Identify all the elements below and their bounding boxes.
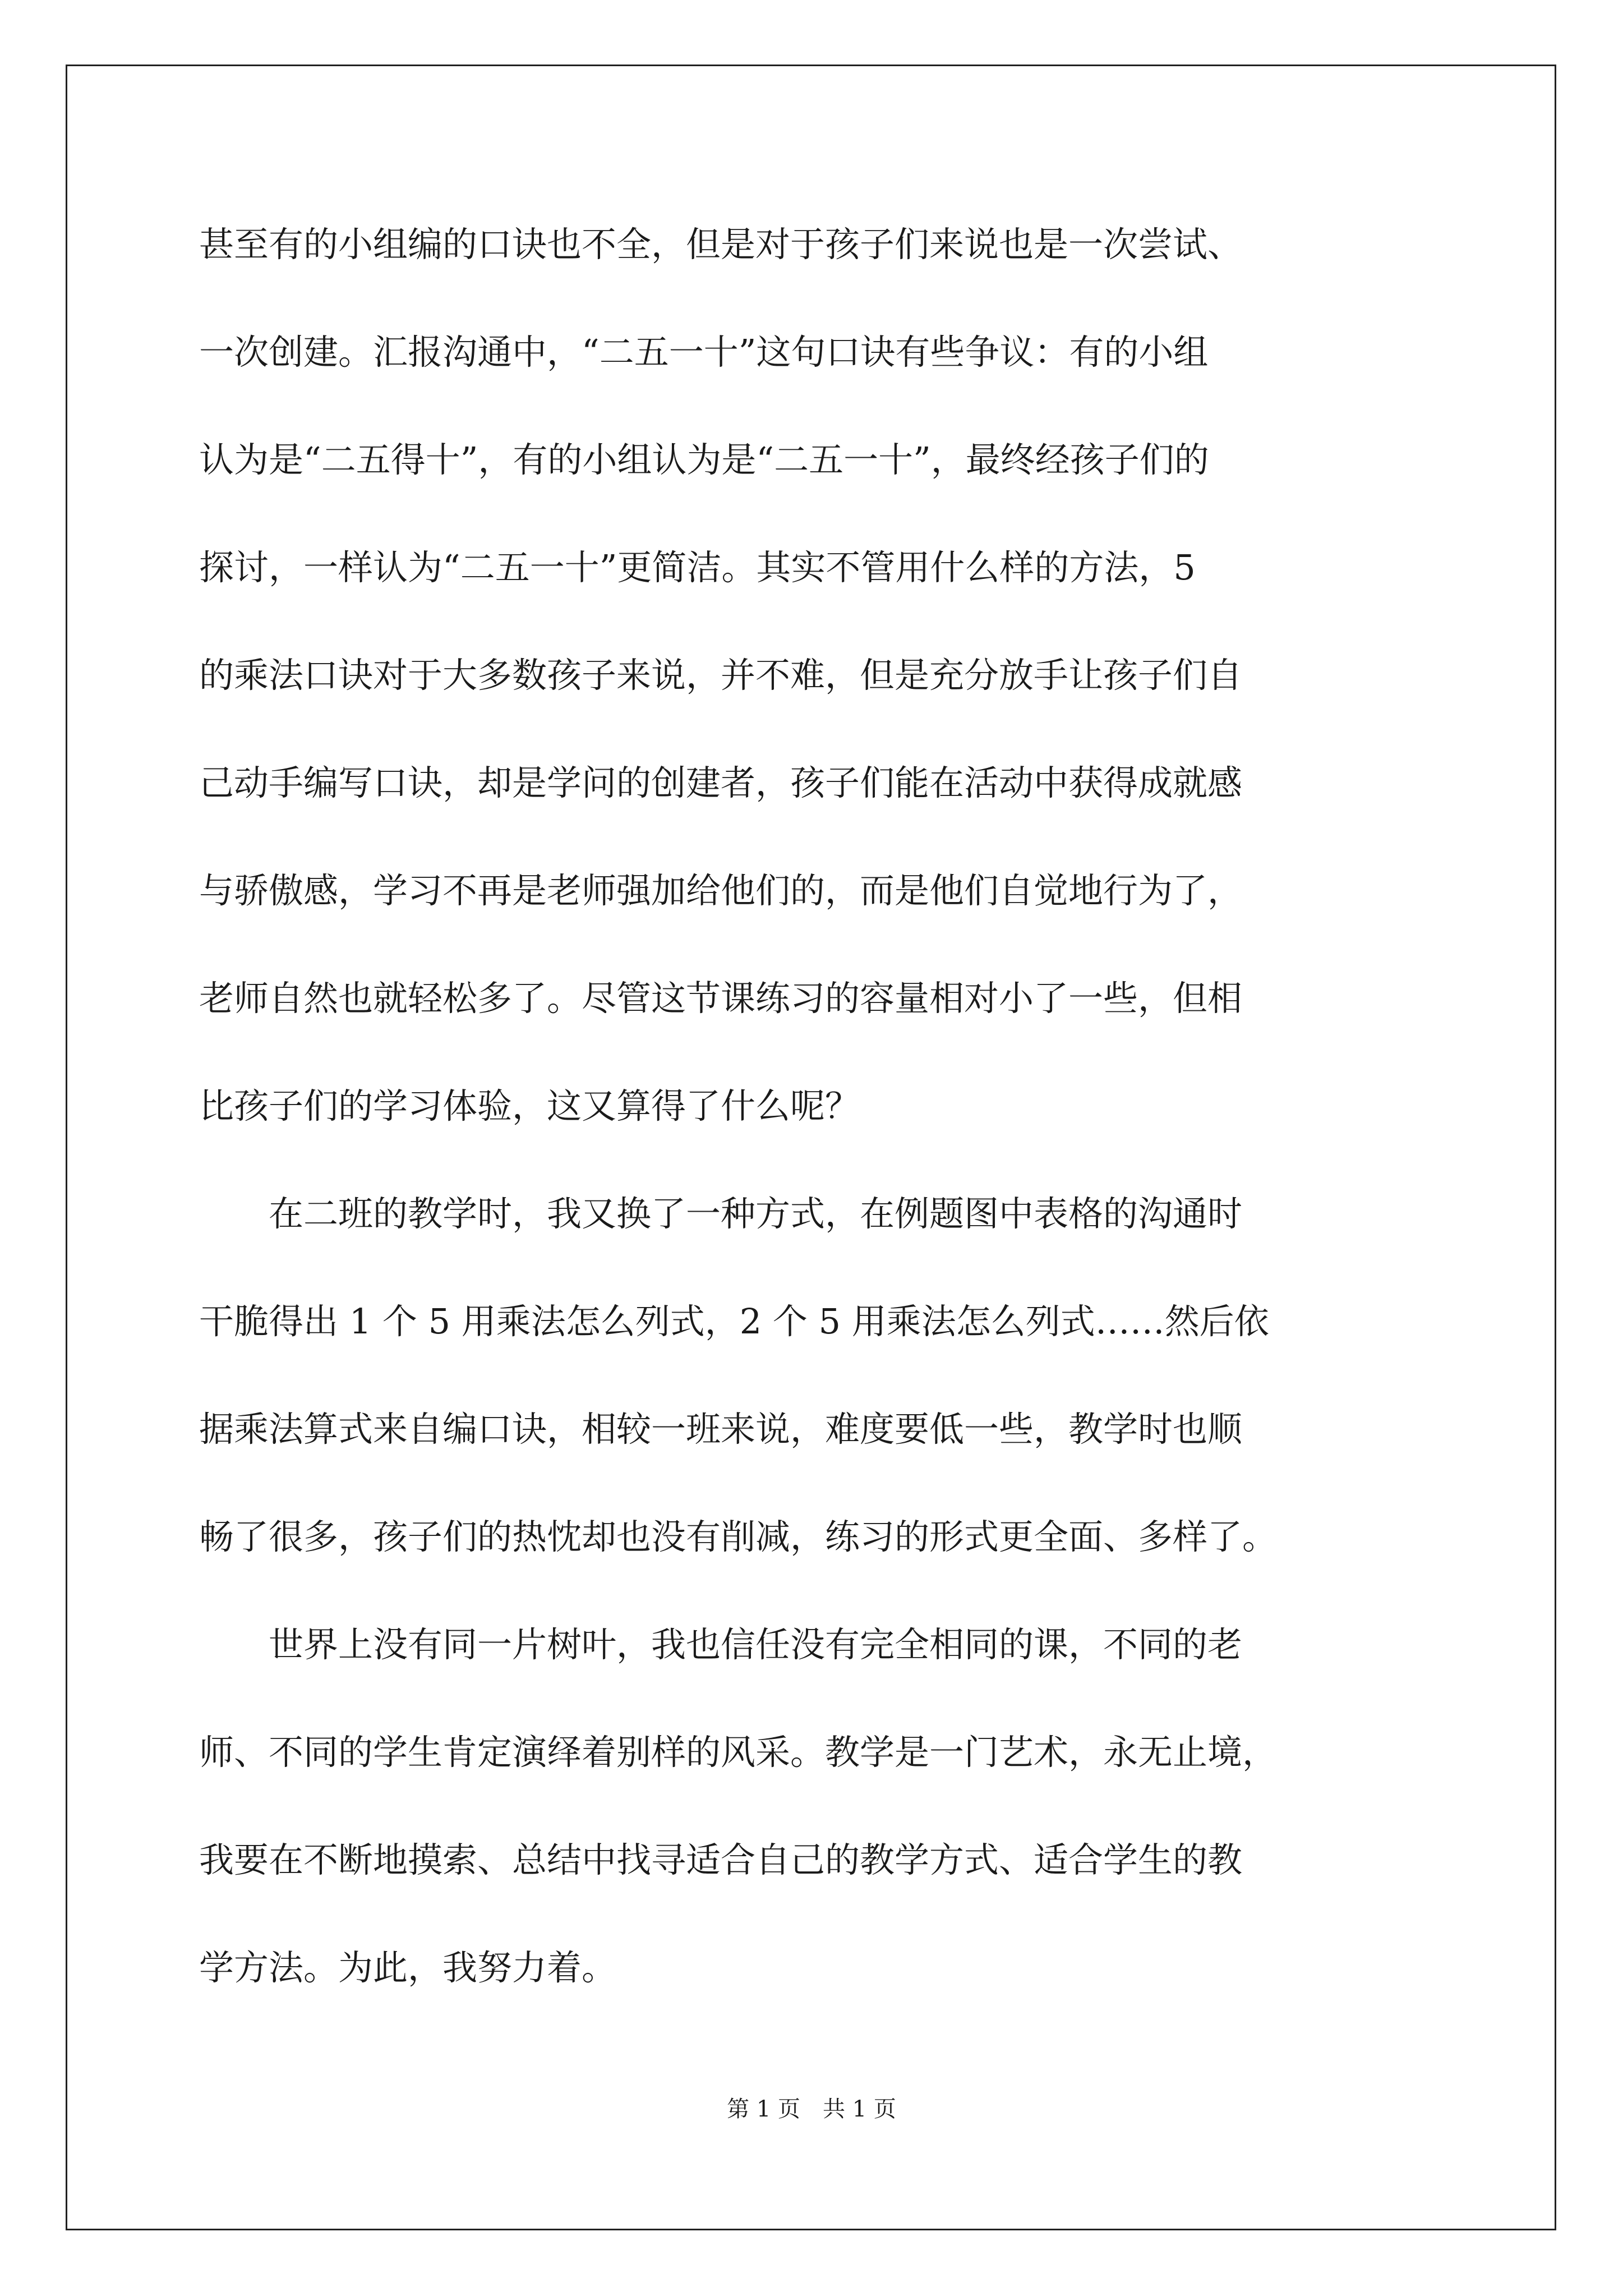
body-line: 学方法。为此，我努力着。 <box>199 1947 617 1988</box>
body-line: 我要在不断地摸索、总结中找寻适合自己的教学方式、适合学生的教 <box>199 1839 1243 1880</box>
body-line: 世界上没有同一片树叶，我也信任没有完全相同的课，不同的老 <box>199 1624 1243 1665</box>
body-line: 干脆得出 1 个 5 用乘法怎么列式，2 个 5 用乘法怎么列式……然后依 <box>199 1301 1269 1342</box>
body-line: 师、不同的学生肯定演绎着别样的风采。教学是一门艺术，永无止境， <box>199 1732 1278 1773</box>
body-line: 认为是“二五得十”，有的小组认为是“二五一十”，最终经孩子们的 <box>199 439 1209 480</box>
body-line: 一次创建。汇报沟通中，“二五一十”这句口诀有些争议：有的小组 <box>199 332 1209 372</box>
page-footer: 第 1 页 共 1 页 <box>727 2096 896 2122</box>
body-line: 甚至有的小组编的口诀也不全，但是对于孩子们来说也是一次尝试、 <box>199 224 1243 265</box>
body-line: 与骄傲感，学习不再是老师强加给他们的，而是他们自觉地行为了， <box>199 870 1243 911</box>
body-line: 在二班的教学时，我又换了一种方式，在例题图中表格的沟通时 <box>199 1193 1243 1234</box>
body-line: 己动手编写口诀，却是学问的创建者，孩子们能在活动中获得成就感 <box>199 762 1243 803</box>
body-line: 的乘法口诀对于大多数孩子来说，并不难，但是充分放手让孩子们自 <box>199 655 1243 696</box>
body-line: 老师自然也就轻松多了。尽管这节课练习的容量相对小了一些，但相 <box>199 978 1243 1019</box>
body-line: 畅了很多，孩子们的热忱却也没有削减，练习的形式更全面、多样了。 <box>199 1516 1278 1557</box>
body-line: 比孩子们的学习体验，这又算得了什么呢？ <box>199 1085 860 1126</box>
body-line: 据乘法算式来自编口诀，相较一班来说，难度要低一些，教学时也顺 <box>199 1409 1243 1450</box>
body-line: 探讨，一样认为“二五一十”更简洁。其实不管用什么样的方法，5 <box>199 547 1196 588</box>
page-border <box>66 65 1556 2230</box>
